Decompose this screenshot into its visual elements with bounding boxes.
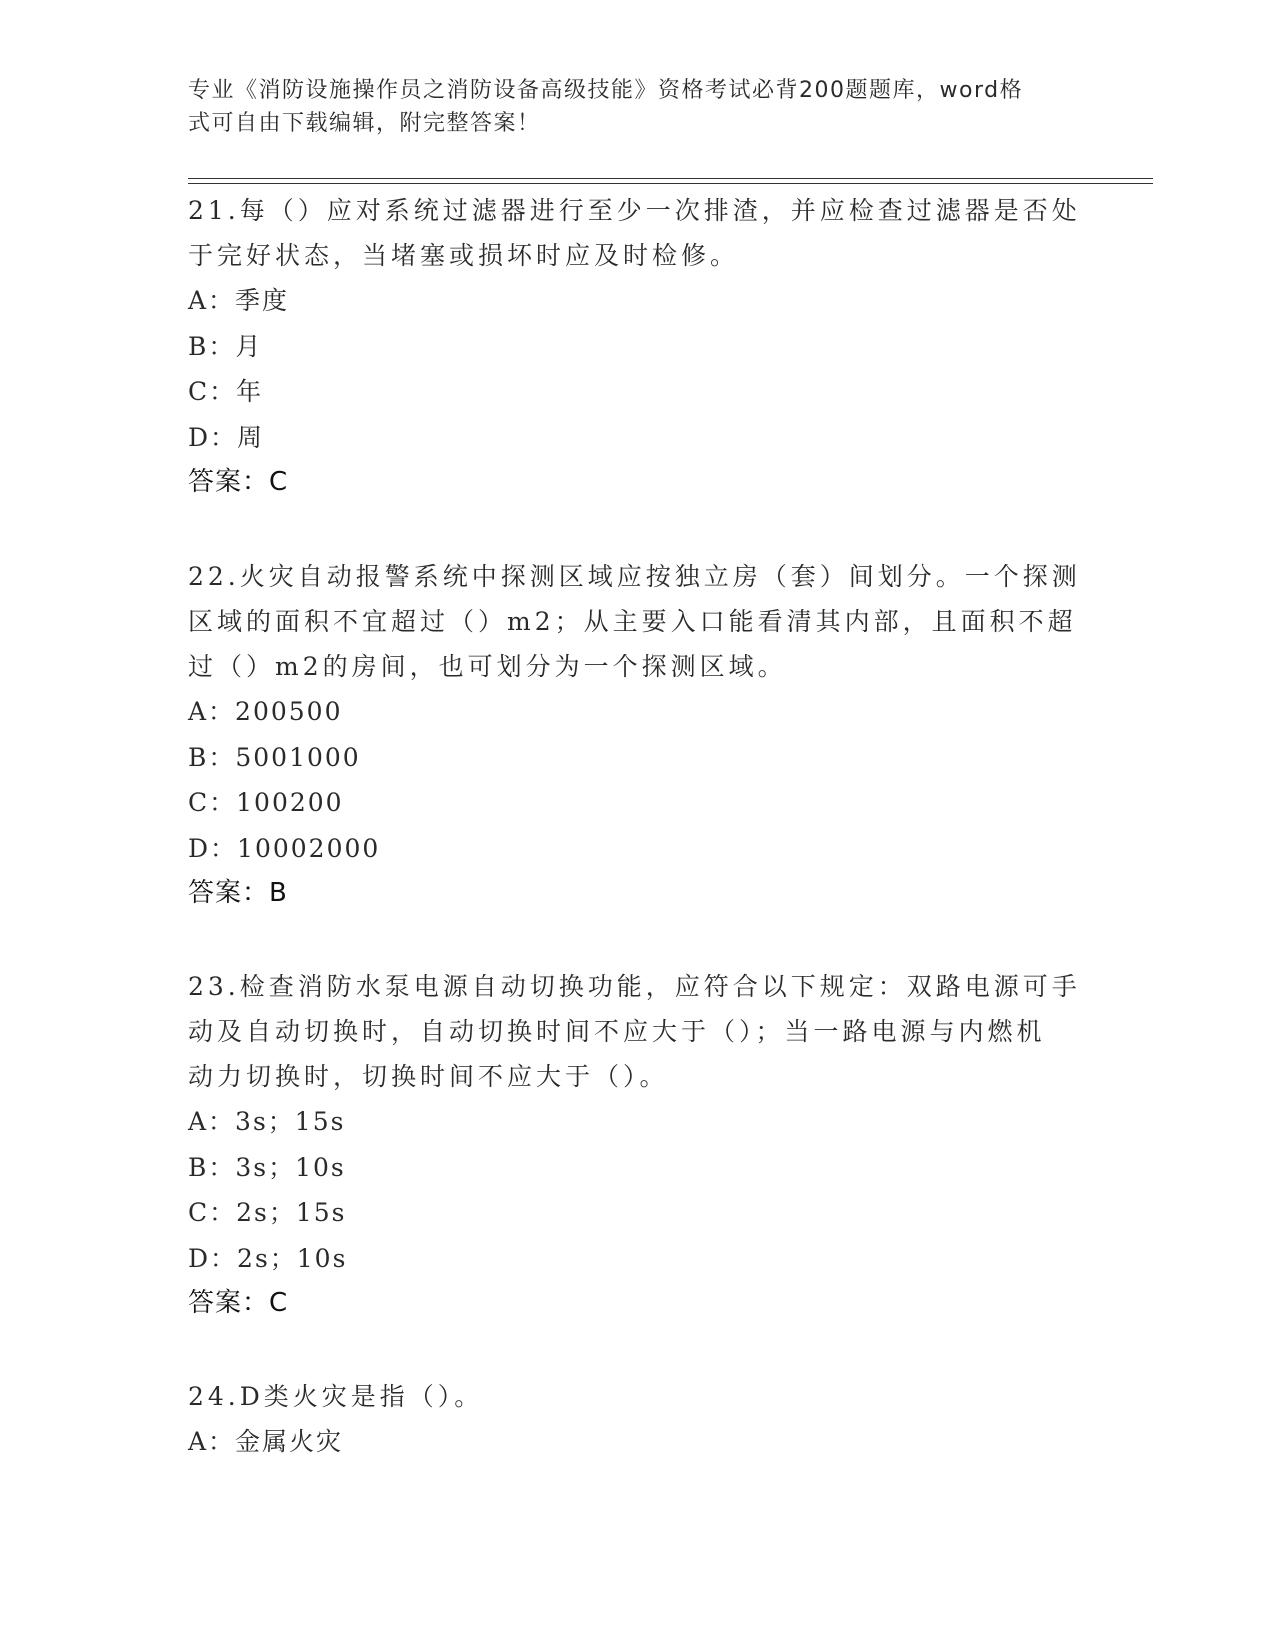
option-b: B：3s；10s	[188, 1152, 346, 1182]
option-c: C：2s；15s	[188, 1198, 347, 1227]
question-22	[188, 554, 1088, 915]
question-stem-line: 于完好状态，当堵塞或损坏时应及时检修。	[188, 241, 740, 270]
option-a: A：金属火灾	[188, 1427, 344, 1456]
question-stem-line: 23.检查消防水泵电源自动切换功能，应符合以下规定：双路电源可手	[188, 972, 1081, 1001]
answer: 答案：C	[188, 1288, 289, 1318]
option-a: A：200500	[188, 697, 343, 726]
option-c: C：年	[188, 377, 264, 406]
question-stem-line: 22.火灾自动报警系统中探测区域应按独立房（套）间划分。一个探测	[188, 562, 1081, 591]
question-stem-line: 动力切换时，切换时间不应大于（）。	[188, 1062, 669, 1091]
option-d: D：周	[188, 422, 265, 452]
question-stem-line: 21.每（）应对系统过滤器进行至少一次排渣，并应检查过滤器是否处	[188, 196, 1081, 225]
option-a: A：季度	[188, 286, 290, 315]
option-c: C：100200	[188, 788, 344, 817]
document-header	[188, 74, 1068, 140]
option-b: B：5001000	[188, 742, 361, 772]
header-line-2: 式可自由下载编辑，附完整答案！	[188, 111, 541, 136]
header-divider-bottom	[188, 183, 1153, 184]
question-stem-line: 动及自动切换时，自动切换时间不应大于（）；当一路电源与内燃机	[188, 1017, 1046, 1046]
question-24	[188, 1374, 1088, 1465]
option-b: B：月	[188, 331, 263, 361]
question-stem-line: 24.D类火灾是指（）。	[188, 1382, 484, 1411]
question-21	[188, 188, 1088, 504]
question-23	[188, 964, 1088, 1325]
header-line-1: 专业《消防设施操作员之消防设备高级技能》资格考试必背200题题库，word格	[188, 78, 1024, 103]
option-d: D：2s；10s	[188, 1243, 348, 1273]
answer: 答案：C	[188, 467, 289, 497]
answer: 答案：B	[188, 878, 288, 908]
header-divider-top	[188, 178, 1153, 179]
option-d: D：10002000	[188, 833, 381, 863]
option-a: A：3s；15s	[188, 1107, 346, 1136]
question-stem-line: 过（）m2的房间，也可划分为一个探测区域。	[188, 652, 787, 681]
question-stem-line: 区域的面积不宜超过（）m2；从主要入口能看清其内部，且面积不超	[188, 607, 1077, 636]
